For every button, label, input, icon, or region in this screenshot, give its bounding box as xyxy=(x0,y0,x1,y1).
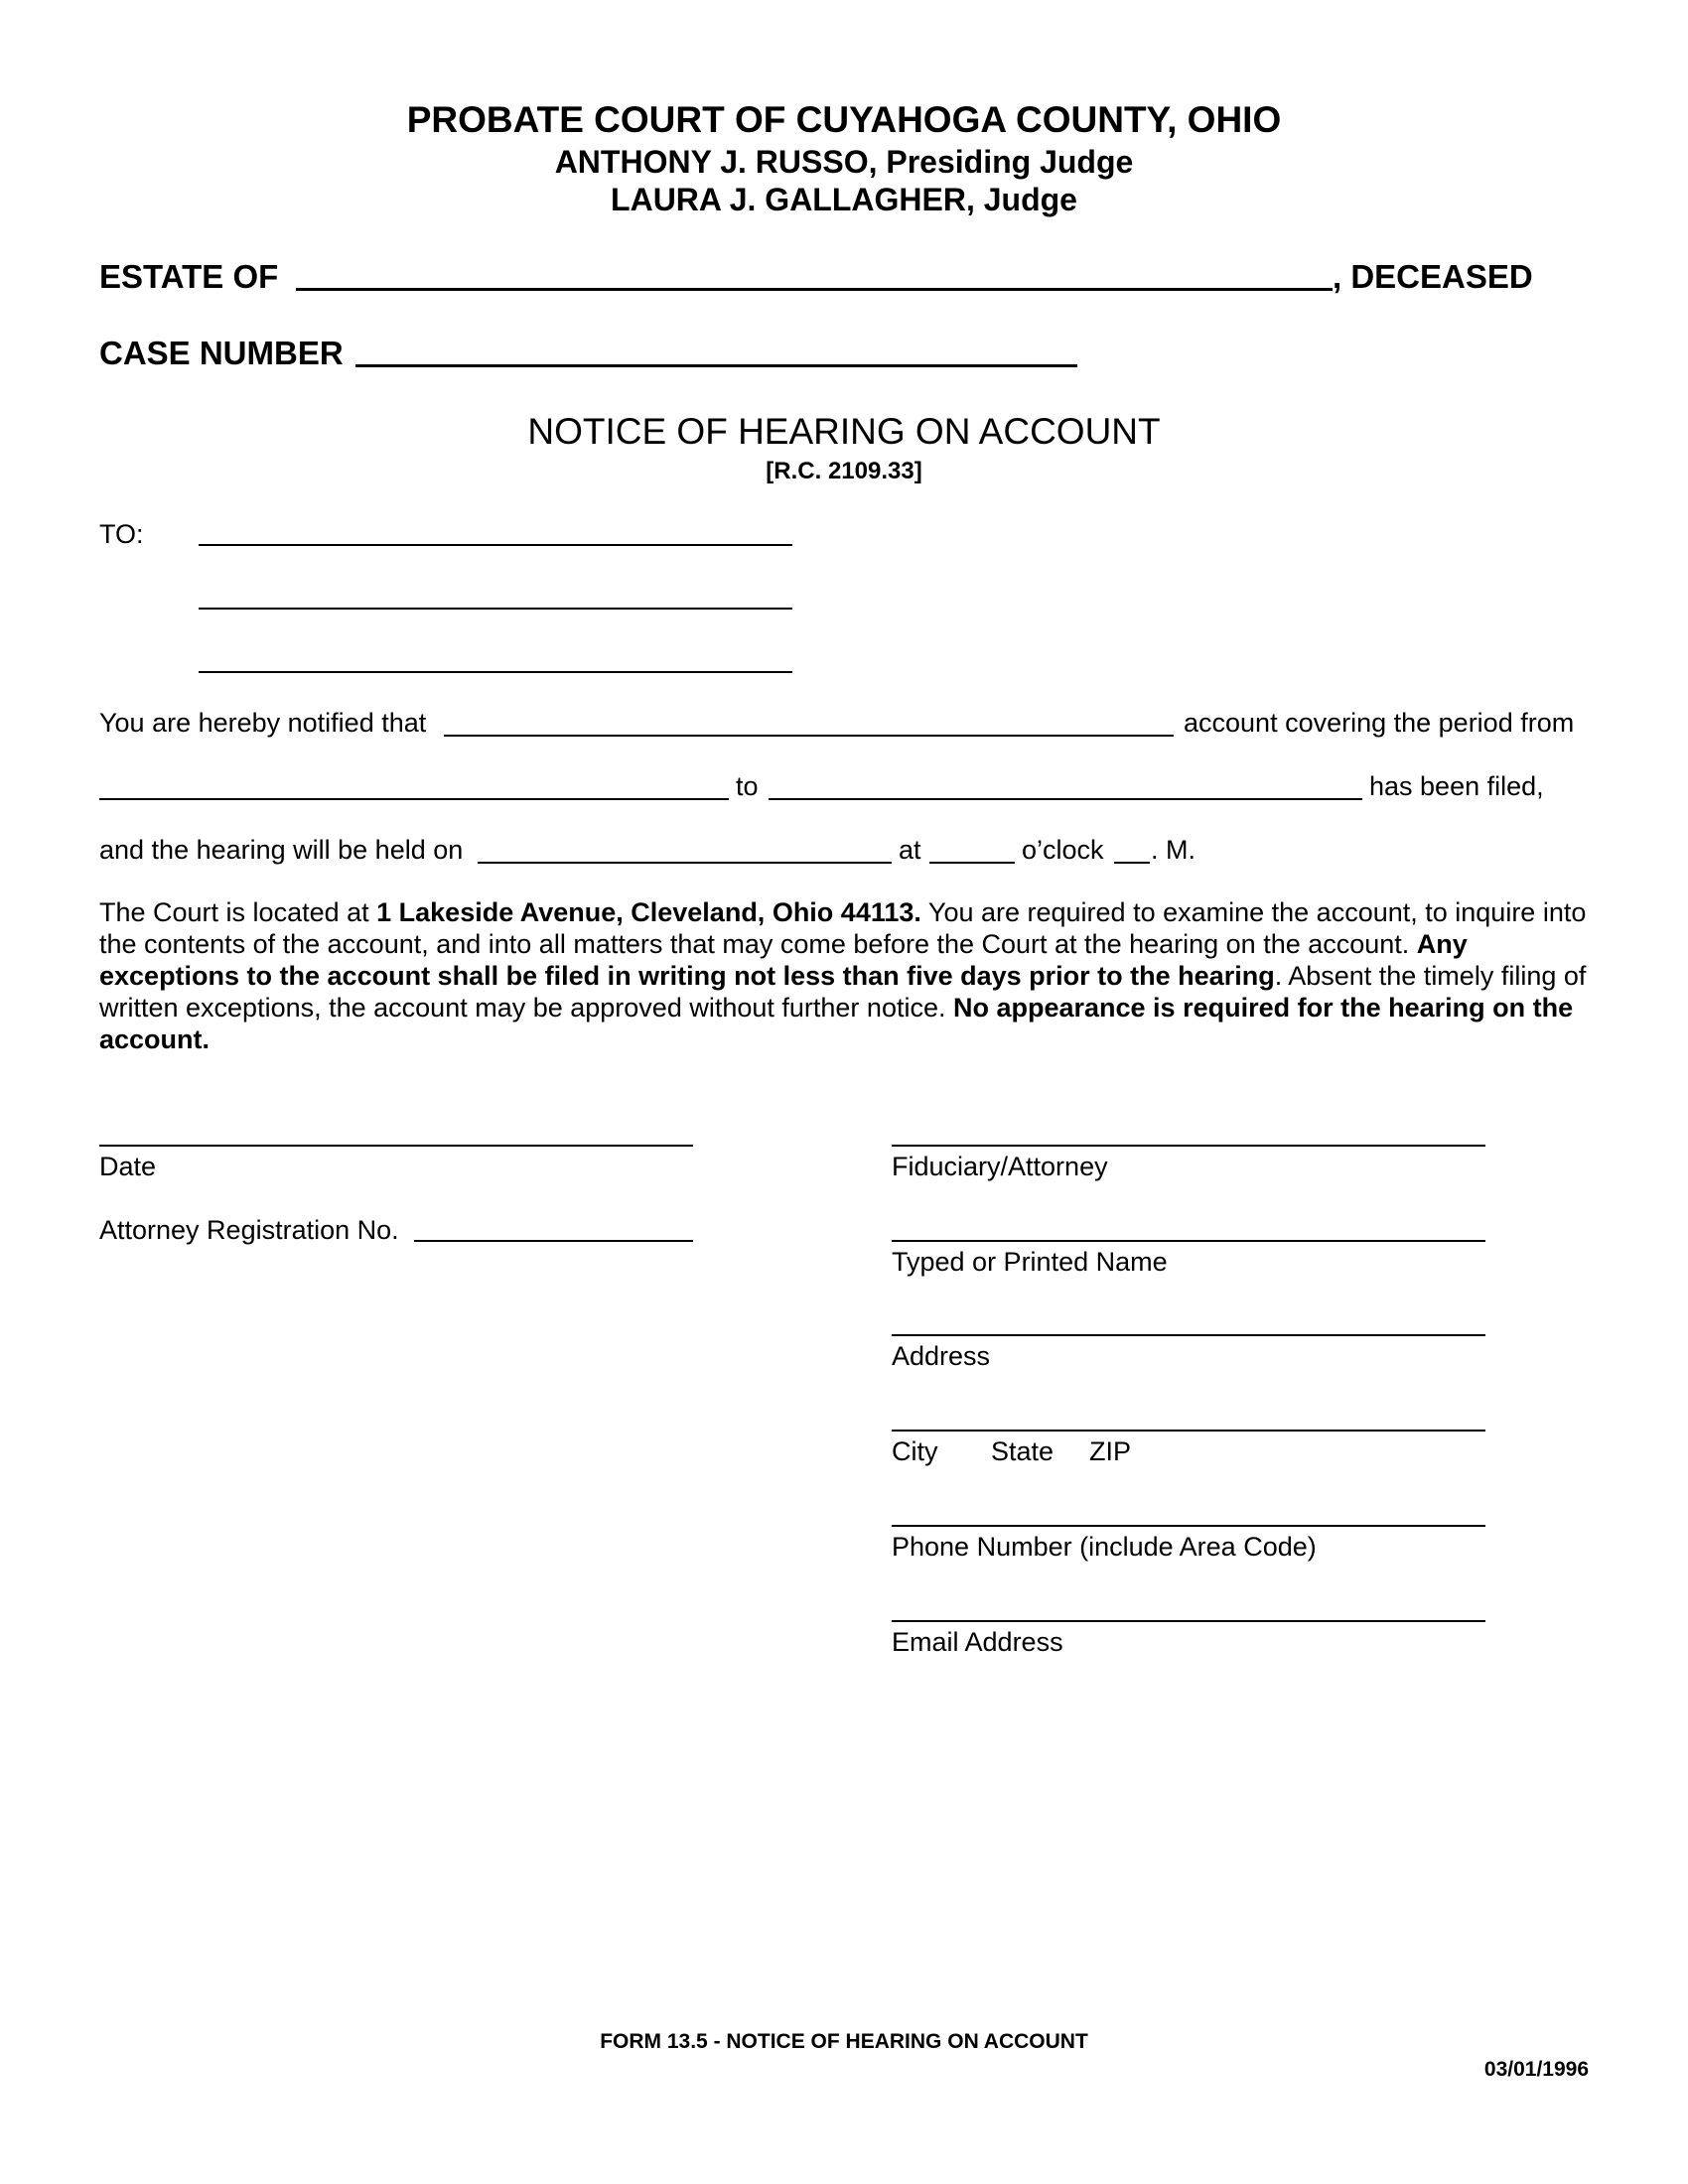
date-field[interactable] xyxy=(99,1145,693,1147)
court-name: PROBATE COURT OF CUYAHOGA COUNTY, OHIO xyxy=(406,99,1282,140)
presiding-judge: ANTHONY J. RUSSO, Presiding Judge xyxy=(554,144,1134,180)
hearing-date-field[interactable] xyxy=(478,862,892,864)
state-label: State xyxy=(991,1436,1055,1466)
deceased-label: , DECEASED xyxy=(1333,258,1533,295)
court-address: 1 Lakeside Avenue, Cleveland, Ohio 44113. xyxy=(376,897,921,927)
date-label: Date xyxy=(99,1152,157,1181)
oclock-word: o’clock xyxy=(1022,835,1104,865)
estate-label: ESTATE OF xyxy=(99,258,279,295)
case-number-label: CASE NUMBER xyxy=(99,335,344,371)
fiduciary-label: Fiduciary/Attorney xyxy=(892,1152,1108,1181)
typed-name-field[interactable] xyxy=(892,1240,1485,1242)
fiduciary-signature-field[interactable] xyxy=(892,1145,1485,1147)
page-title: NOTICE OF HEARING ON ACCOUNT xyxy=(527,411,1161,452)
phone-field[interactable] xyxy=(892,1525,1485,1527)
to-line-3[interactable] xyxy=(199,671,792,673)
statute-reference: [R.C. 2109.33] xyxy=(766,458,922,484)
notice-text-start: You are hereby notified that xyxy=(99,708,427,738)
city-state-zip-field[interactable] xyxy=(892,1430,1485,1432)
notice-text-period: account covering the period from xyxy=(1184,708,1575,738)
city-label: City xyxy=(892,1436,938,1466)
to-line-2[interactable] xyxy=(199,608,792,610)
no-appearance-notice: No appearance is required for the hearing on the account. xyxy=(99,993,1574,1054)
period-to-field[interactable] xyxy=(769,798,1362,800)
to-label: TO: xyxy=(99,519,144,549)
paragraph-text-3: . Absent the timely filing of written exceptions, the account may be approved without further notice. xyxy=(99,961,1587,1023)
am-pm-field[interactable] xyxy=(1114,862,1150,864)
at-word: at xyxy=(899,835,921,865)
judge: LAURA J. GALLAGHER, Judge xyxy=(611,182,1077,217)
court-notice-paragraph xyxy=(99,896,1589,1055)
paragraph-text-2: You are required to examine the account, to inquire into the contents of the account, and into all matters that may come before the Court at the hearing on the account. xyxy=(99,897,1587,959)
hearing-hour-field[interactable] xyxy=(929,862,1015,864)
estate-field[interactable] xyxy=(296,288,1333,291)
case-number-field[interactable] xyxy=(355,364,1077,367)
phone-label: Phone Number (include Area Code) xyxy=(892,1532,1317,1562)
to-word: to xyxy=(736,771,759,801)
attorney-registration-field[interactable] xyxy=(414,1240,693,1242)
address-field[interactable] xyxy=(892,1334,1485,1336)
email-field[interactable] xyxy=(892,1620,1485,1622)
form-footer: FORM 13.5 - NOTICE OF HEARING ON ACCOUNT xyxy=(600,2030,1088,2053)
period-from-field[interactable] xyxy=(99,798,729,800)
attorney-registration-label: Attorney Registration No. xyxy=(99,1215,399,1245)
typed-name-label: Typed or Printed Name xyxy=(892,1247,1168,1277)
paragraph-text-1: The Court is located at xyxy=(99,897,377,927)
to-line-1[interactable] xyxy=(199,544,792,546)
exceptions-notice: Any exceptions to the account shall be filed in writing not less than five days prior to the hearing xyxy=(99,929,1468,991)
zip-label: ZIP xyxy=(1089,1436,1132,1466)
hearing-text: and the hearing will be held on xyxy=(99,835,464,865)
has-been-filed-text: has been filed, xyxy=(1369,771,1544,801)
m-text: . M. xyxy=(1151,835,1196,865)
email-label: Email Address xyxy=(892,1627,1063,1657)
account-type-field[interactable] xyxy=(444,735,1174,737)
form-date: 03/01/1996 xyxy=(1483,2058,1589,2081)
address-label: Address xyxy=(892,1341,991,1371)
